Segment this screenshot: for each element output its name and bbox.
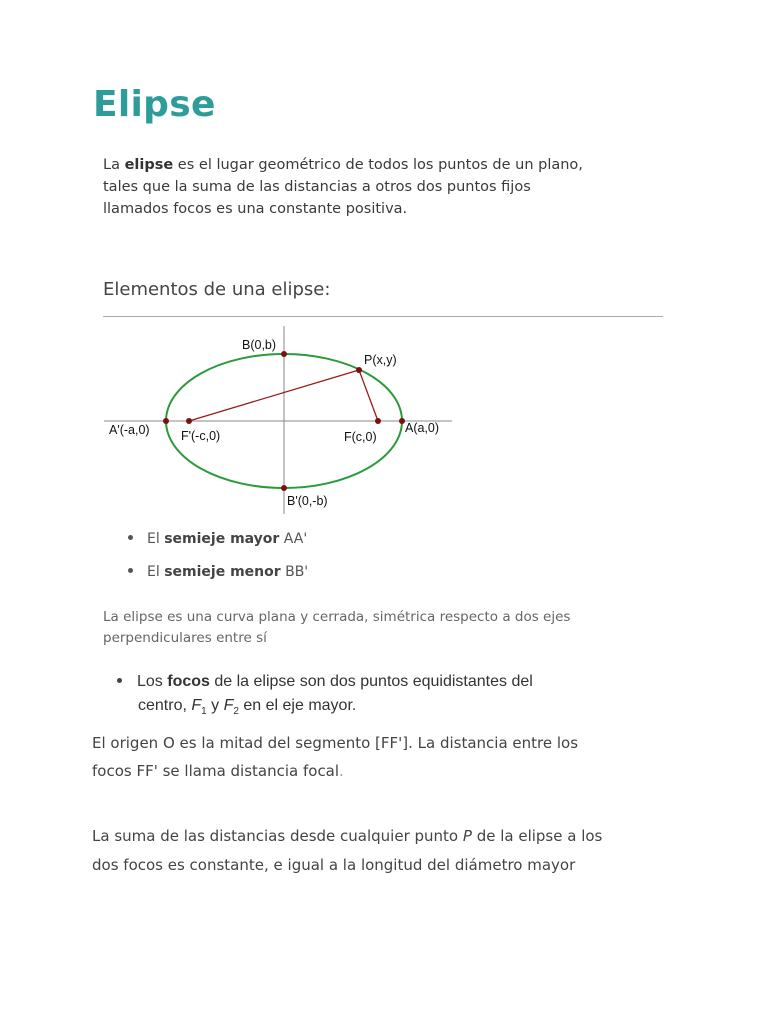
origin-paragraph	[92, 729, 682, 785]
item-prefix: El	[147, 564, 165, 580]
sum-line1-end: de la elipse a los	[471, 827, 603, 845]
sum-line1-start: La suma de las distancias desde cualquier punto	[92, 827, 463, 845]
list-item	[128, 528, 308, 561]
note-line2: perpendiculares entre sí	[103, 630, 267, 646]
page-title: Elipse	[93, 84, 216, 125]
label-p: P(x,y)	[364, 353, 397, 367]
foci-line2-start: centro,	[138, 697, 192, 714]
foci-prefix: Los	[137, 673, 168, 690]
point-b-prime	[281, 485, 287, 491]
heading-divider	[103, 316, 663, 317]
item-suffix: BB'	[280, 564, 309, 580]
sum-paragraph	[92, 822, 692, 880]
origin-period: .	[339, 762, 344, 780]
segment-pf-prime	[189, 370, 359, 421]
list-item	[128, 561, 308, 594]
intro-line1: es el lugar geométrico de todos los puntos de un plano,	[173, 157, 583, 173]
label-f-prime: F'(-c,0)	[181, 429, 221, 443]
label-f: F(c,0)	[344, 430, 377, 444]
foci-line2-end: en el eje mayor.	[238, 697, 357, 714]
focus-f1: F	[191, 697, 202, 714]
intro-line3: llamados focos es una constante positiva.	[103, 201, 408, 217]
label-a: A(a,0)	[405, 421, 440, 435]
item-term: semieje mayor	[164, 531, 280, 547]
bullet-icon	[117, 678, 122, 683]
focus-f1-sub: 1	[201, 706, 207, 718]
elements-heading: Elementos de una elipse:	[103, 279, 331, 300]
ellipse-diagram	[100, 322, 460, 518]
bullet-icon	[128, 568, 133, 573]
focus-f2-sub: 2	[233, 706, 239, 718]
point-f	[375, 418, 381, 424]
foci-line1: de la elipse son dos puntos equidistantes del	[209, 673, 533, 690]
point-a-prime	[163, 418, 169, 424]
sum-line2: dos focos es constante, e igual a la longitud del diámetro mayor	[92, 856, 576, 874]
intro-paragraph	[103, 154, 683, 220]
label-a-prime: A'(-a,0)	[109, 423, 150, 437]
origin-line1: El origen O es la mitad del segmento [FF']. La distancia entre los	[92, 734, 579, 752]
origin-line2: focos FF' se llama distancia focal	[92, 762, 340, 780]
item-term: semieje menor	[164, 564, 281, 580]
intro-prefix: La	[103, 157, 125, 173]
foci-and: y	[206, 697, 224, 714]
point-p	[356, 367, 362, 373]
foci-bullet	[117, 670, 657, 724]
point-f-prime	[186, 418, 192, 424]
bullet-icon	[128, 535, 133, 540]
label-b: B(0,b)	[242, 338, 277, 352]
axes-list	[128, 528, 308, 594]
point-b	[281, 351, 287, 357]
intro-line2: tales que la suma de las distancias a otros dos puntos fijos	[103, 179, 531, 195]
item-suffix: AA'	[279, 531, 308, 547]
foci-term: focos	[167, 673, 210, 690]
focus-f2: F	[223, 697, 234, 714]
symmetry-note	[103, 607, 663, 649]
note-line1: La elipse es una curva plana y cerrada, simétrica respecto a dos ejes	[103, 609, 571, 625]
label-b-prime: B'(0,-b)	[287, 494, 328, 508]
point-p-ref: P	[462, 827, 472, 845]
item-prefix: El	[147, 531, 165, 547]
intro-term: elipse	[124, 157, 174, 173]
